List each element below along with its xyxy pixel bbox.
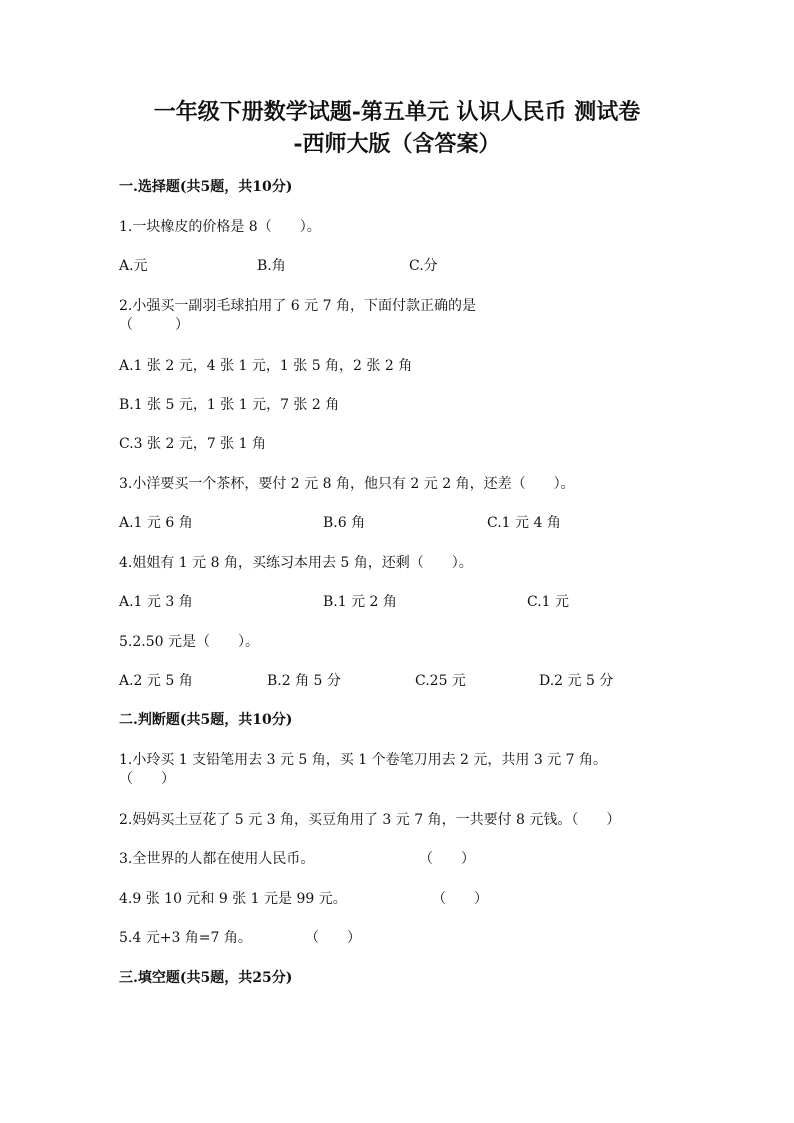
option-a: A.1 元 3 角 bbox=[119, 594, 193, 610]
option-b: B.1 张 5 元，1 张 1 元，7 张 2 角 bbox=[119, 397, 340, 413]
option-d: D.2 元 5 分 bbox=[539, 673, 614, 689]
option-c: C.25 元 bbox=[415, 673, 466, 689]
answer-blank: （ ） bbox=[419, 851, 475, 867]
question-1-1: 1.一块橡皮的价格是 8（ ）。 bbox=[119, 219, 321, 235]
option-c: C.3 张 2 元，7 张 1 角 bbox=[119, 436, 266, 452]
option-b: B.1 元 2 角 bbox=[323, 594, 397, 610]
option-c: C.1 元 bbox=[527, 594, 570, 610]
option-a: A.1 元 6 角 bbox=[119, 515, 193, 531]
option-b: B.6 角 bbox=[323, 515, 366, 531]
option-a: A.1 张 2 元，4 张 1 元，1 张 5 角，2 张 2 角 bbox=[119, 358, 413, 374]
option-b: B.2 角 5 分 bbox=[267, 673, 341, 689]
title-line-1: 一年级下册数学试题-第五单元 认识人民币 测试卷 bbox=[153, 99, 641, 125]
question-1-5: 5.2.50 元是（ ）。 bbox=[119, 634, 259, 650]
question-2-1: 1.小玲买 1 支铅笔用去 3 元 5 角，买 1 个卷笔刀用去 2 元，共用 3 元 7 角。 bbox=[119, 752, 608, 768]
question-1-2: 2.小强买一副羽毛球拍用了 6 元 7 角，下面付款正确的是 bbox=[119, 298, 476, 314]
section-heading-choice: 一.选择题(共5题，共10分) bbox=[119, 179, 293, 195]
title-line-2: -西师大版（含答案） bbox=[293, 131, 501, 157]
question-2-3: 3.全世界的人都在使用人民币。 bbox=[119, 851, 315, 867]
option-c: C.1 元 4 角 bbox=[487, 515, 561, 531]
question-2-2: 2.妈妈买土豆花了 5 元 3 角，买豆角用了 3 元 7 角，一共要付 8 元钱。（ ） bbox=[119, 812, 621, 828]
answer-blank: （ ） bbox=[305, 930, 361, 946]
answer-blank: （ ） bbox=[119, 317, 189, 333]
section-heading-judgment: 二.判断题(共5题，共10分) bbox=[119, 712, 293, 728]
question-2-4: 4.9 张 10 元和 9 张 1 元是 99 元。 bbox=[119, 891, 347, 907]
option-a: A.2 元 5 角 bbox=[119, 673, 193, 689]
question-1-3: 3.小洋要买一个茶杯，要付 2 元 8 角，他只有 2 元 2 角，还差（ ）。 bbox=[119, 476, 575, 492]
option-b: B.角 bbox=[257, 258, 286, 274]
answer-blank: （ ） bbox=[432, 891, 488, 907]
question-2-5: 5.4 元+3 角=7 角。 bbox=[119, 930, 252, 946]
question-1-4: 4.姐姐有 1 元 8 角，买练习本用去 5 角，还剩（ ）。 bbox=[119, 555, 473, 571]
section-heading-fill-in: 三.填空题(共5题，共25分) bbox=[119, 970, 293, 986]
option-a: A.元 bbox=[119, 258, 148, 274]
option-c: C.分 bbox=[409, 258, 438, 274]
answer-blank: （ ） bbox=[119, 771, 175, 787]
